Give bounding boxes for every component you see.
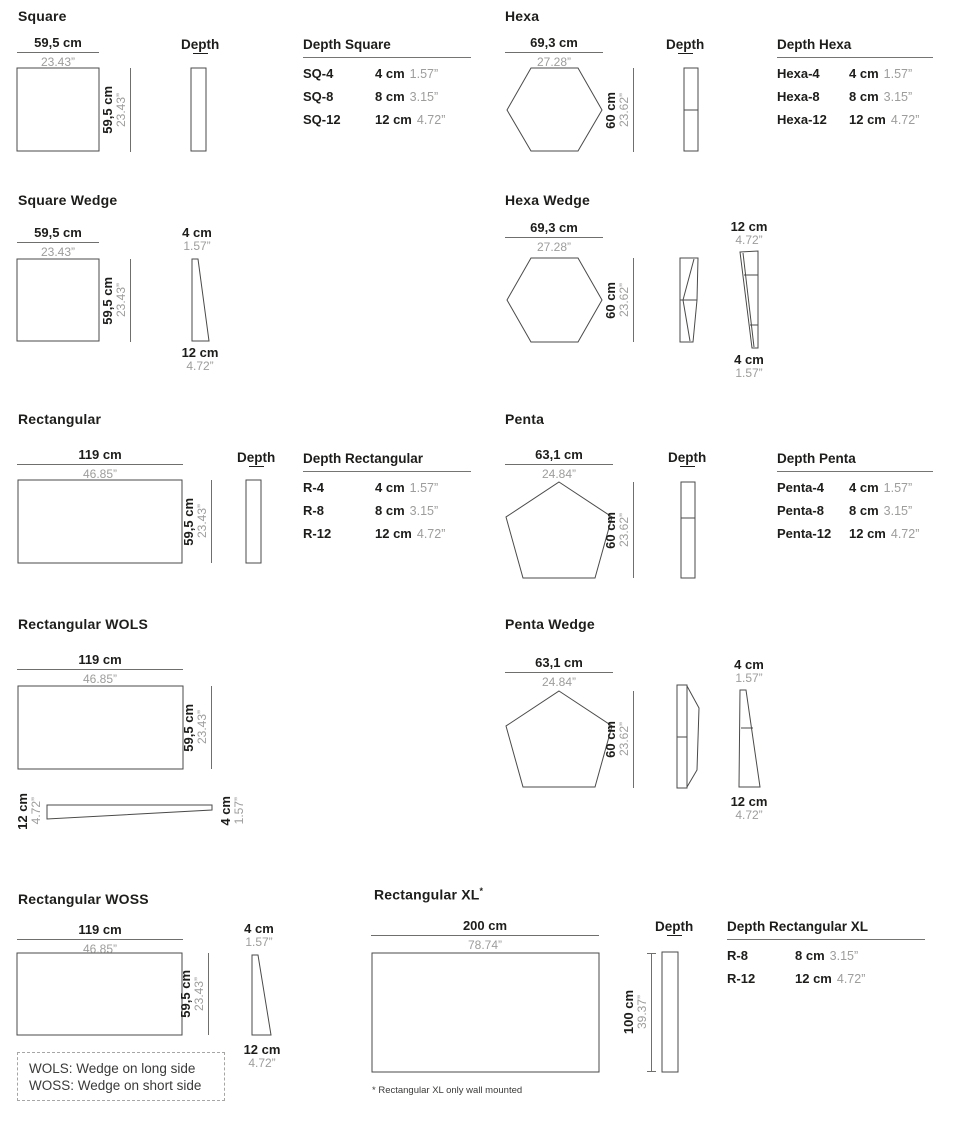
row-code: SQ-12 — [303, 112, 341, 127]
hexa-height-line — [633, 68, 634, 152]
hexa-wedge-top-in: 4.72” — [735, 233, 763, 247]
hexa-wedge-top-cm: 12 cm — [730, 219, 768, 234]
section-title-rectangular-woss — [18, 891, 149, 907]
square-depth-label-text: Depth — [181, 37, 220, 52]
penta-width-dim — [505, 448, 613, 480]
rectangular-wols-height-cm: 59,5 cm — [181, 703, 196, 752]
hexa-height-cm: 60 cm — [603, 91, 618, 129]
rectangular-woss-wedge-top-cm: 4 cm — [244, 921, 274, 936]
hexa-wedge-bottom-in: 1.57” — [735, 366, 763, 380]
rectangular-woss-height-line — [208, 953, 209, 1035]
square-wedge-height-in: 23.43” — [114, 283, 128, 318]
hexa-wedge-width-line — [505, 237, 603, 238]
penta-wedge-front-shape — [506, 691, 612, 787]
square-height-dim — [101, 68, 131, 152]
penta-height-dim — [604, 482, 634, 578]
table-row — [777, 503, 933, 518]
hexa-depth-label-text: Depth — [666, 37, 705, 52]
hexa-width-line — [505, 52, 603, 53]
row-cm: 4 cm — [375, 480, 405, 495]
section-title-rectangular — [18, 411, 101, 427]
row-cm: 4 cm — [375, 66, 405, 81]
row-in: 1.57” — [409, 481, 439, 495]
penta-title-text: Penta — [505, 411, 545, 427]
rectangular-wols-title-text: Rectangular WOLS — [18, 616, 148, 632]
rectangular-xl-depth-label-text: Depth — [655, 919, 694, 934]
row-cm: 4 cm — [849, 66, 879, 81]
penta-height-cm: 60 cm — [603, 511, 618, 549]
rectangular-woss-front-shape — [17, 953, 182, 1035]
rectangular-woss-width-line — [17, 939, 183, 940]
row-code: Penta-4 — [777, 480, 824, 495]
row-code: SQ-8 — [303, 89, 334, 104]
depth-rectangular-xl-table-title: Depth Rectangular XL — [727, 919, 925, 940]
row-cm: 12 cm — [375, 526, 412, 541]
square-width-dim — [17, 36, 99, 68]
hexa-wedge-title-text: Hexa Wedge — [505, 192, 590, 208]
penta-wedge-bottom-label — [722, 795, 776, 822]
table-row — [303, 480, 471, 495]
penta-depth-label — [668, 450, 706, 467]
rectangular-xl-footnote-marker: * — [479, 886, 484, 896]
hexa-wedge-top-label — [722, 220, 776, 247]
square-wedge-top-cm: 4 cm — [182, 225, 212, 240]
rectangular-xl-height-line — [651, 953, 652, 1072]
rectangular-height-dim — [182, 480, 212, 563]
rectangular-xl-height-in: 39.37” — [635, 995, 649, 1030]
section-title-rectangular-xl — [374, 886, 483, 903]
penta-wedge-width-in: 24.84” — [541, 675, 577, 689]
row-cm: 12 cm — [849, 112, 886, 127]
table-row — [777, 480, 933, 495]
rectangular-wols-width-line — [17, 669, 183, 670]
square-wedge-height-cm: 59,5 cm — [100, 276, 115, 325]
depth-square-table-title: Depth Square — [303, 37, 471, 58]
rectangular-xl-depth-shape — [662, 952, 678, 1072]
rectangular-woss-wedge-bottom-label — [235, 1043, 289, 1070]
rectangular-wols-height-in: 23.43” — [195, 710, 209, 745]
row-code: Hexa-12 — [777, 112, 827, 127]
hexa-title-text: Hexa — [505, 8, 540, 24]
depth-penta-table — [777, 451, 933, 541]
rectangular-width-dim — [17, 448, 183, 480]
square-wedge-top-label — [170, 226, 224, 253]
row-in: 4.72” — [890, 113, 920, 127]
row-in: 1.57” — [883, 67, 913, 81]
rectangular-woss-height-dim — [179, 953, 209, 1035]
rectangular-woss-title-text: Rectangular WOSS — [18, 891, 149, 907]
square-width-cm: 59,5 cm — [34, 35, 82, 50]
hexa-width-dim — [505, 36, 603, 68]
square-wedge-width-cm: 59,5 cm — [34, 225, 82, 240]
penta-width-line — [505, 464, 613, 465]
hexa-wedge-front-shape — [507, 258, 602, 342]
row-code: Penta-8 — [777, 503, 824, 518]
square-wedge-bottom-cm: 12 cm — [181, 345, 219, 360]
square-height-line — [130, 68, 131, 152]
square-wedge-top-in: 1.57” — [183, 239, 211, 253]
penta-depth-label-text: Depth — [668, 450, 707, 465]
penta-wedge-bottom-in: 4.72” — [735, 808, 763, 822]
penta-wedge-height-cm: 60 cm — [603, 721, 618, 758]
table-row — [777, 89, 933, 104]
table-row — [303, 89, 471, 104]
row-in: 1.57” — [883, 481, 913, 495]
hexa-height-dim — [604, 68, 634, 152]
penta-wedge-side1-facet — [687, 686, 699, 787]
rectangular-depth-label-text: Depth — [237, 450, 276, 465]
penta-wedge-side2-shape — [739, 690, 760, 787]
row-code: Penta-12 — [777, 526, 832, 541]
row-cm: 4 cm — [849, 480, 879, 495]
square-front-shape — [17, 68, 99, 151]
square-width-in: 23.43” — [40, 55, 76, 69]
row-cm: 12 cm — [795, 971, 832, 986]
section-title-hexa — [505, 8, 539, 24]
rectangular-xl-height-cm: 100 cm — [621, 990, 636, 1035]
row-in: 1.57” — [409, 67, 439, 81]
penta-width-in: 24.84” — [541, 467, 577, 481]
row-in: 3.15” — [883, 90, 913, 104]
rectangular-height-in: 23.43” — [195, 504, 209, 539]
rectangular-woss-height-in: 23.43” — [192, 976, 206, 1012]
square-depth-label — [181, 37, 219, 54]
rectangular-woss-width-dim — [17, 923, 183, 955]
hexa-wedge-height-dim — [604, 258, 634, 342]
rectangular-wols-wedge-right-in: 1.57” — [232, 797, 246, 825]
table-row — [727, 971, 925, 986]
penta-front-shape — [506, 482, 612, 578]
rectangular-wols-wedge-shape — [47, 805, 212, 819]
row-code: R-12 — [727, 971, 756, 986]
note-line-wols: WOLS: Wedge on long side — [29, 1061, 196, 1076]
row-in: 4.72” — [416, 527, 446, 541]
hexa-wedge-bottom-cm: 4 cm — [734, 352, 764, 367]
rectangular-wols-wedge-right-cm: 4 cm — [218, 796, 233, 826]
hexa-wedge-side2-crease — [743, 253, 754, 347]
section-title-penta-wedge — [505, 616, 595, 632]
rectangular-xl-width-line — [371, 935, 599, 936]
row-in: 4.72” — [890, 527, 920, 541]
square-wedge-front-shape — [17, 259, 99, 341]
rectangular-xl-depth-label — [655, 919, 693, 936]
square-wedge-width-line — [17, 242, 99, 243]
depth-rectangular-table-title: Depth Rectangular — [303, 451, 471, 472]
row-cm: 12 cm — [375, 112, 412, 127]
rectangular-height-cm: 59,5 cm — [181, 497, 196, 546]
row-code: R-8 — [727, 948, 748, 963]
row-cm: 8 cm — [849, 503, 879, 518]
depth-penta-table-title: Depth Penta — [777, 451, 933, 472]
row-in: 3.15” — [409, 504, 439, 518]
table-row — [777, 66, 933, 81]
square-wedge-width-dim — [17, 226, 99, 258]
penta-width-cm: 63,1 cm — [535, 447, 583, 462]
rectangular-woss-wedge-bottom-cm: 12 cm — [243, 1042, 281, 1057]
row-cm: 12 cm — [849, 526, 886, 541]
rectangular-wols-height-dim — [182, 686, 212, 769]
penta-wedge-height-in: 23.62” — [617, 722, 631, 757]
table-row — [303, 66, 471, 81]
rectangular-front-shape — [18, 480, 182, 563]
penta-depth-shape — [681, 482, 695, 578]
rectangular-woss-wedge-top-label — [232, 922, 286, 949]
hexa-wedge-width-dim — [505, 221, 603, 253]
penta-wedge-bottom-cm: 12 cm — [730, 794, 768, 809]
rectangular-wols-height-line — [211, 686, 212, 769]
hexa-wedge-height-line — [633, 258, 634, 342]
penta-wedge-width-dim — [505, 656, 613, 688]
rectangular-xl-width-cm: 200 cm — [462, 918, 508, 933]
rectangular-wols-width-in: 46.85” — [82, 672, 118, 686]
square-wedge-title-text: Square Wedge — [18, 192, 118, 208]
row-in: 4.72” — [836, 972, 866, 986]
rectangular-xl-title-text: Rectangular XL — [374, 886, 480, 903]
rectangular-xl-width-dim — [371, 919, 599, 951]
hexa-wedge-width-cm: 69,3 cm — [530, 220, 578, 235]
depth-square-table — [303, 37, 471, 127]
rectangular-height-line — [211, 480, 212, 563]
rectangular-wols-wedge-left-label — [16, 782, 42, 840]
hexa-wedge-height-in: 23.62” — [617, 282, 631, 318]
rectangular-xl-height-dim — [622, 953, 652, 1072]
hexa-wedge-width-in: 27.28” — [536, 240, 572, 254]
rectangular-width-cm: 119 cm — [78, 447, 122, 462]
depth-hexa-table-title: Depth Hexa — [777, 37, 933, 58]
penta-height-line — [633, 482, 634, 578]
rectangular-depth-label — [237, 450, 275, 467]
penta-wedge-title-text: Penta Wedge — [505, 616, 595, 632]
rectangular-wols-wedge-left-cm: 12 cm — [15, 792, 30, 830]
square-wedge-height-dim — [101, 259, 131, 342]
rectangular-depth-shape — [246, 480, 261, 563]
row-cm: 8 cm — [375, 89, 405, 104]
rectangular-width-in: 46.85” — [82, 467, 118, 481]
row-in: 3.15” — [883, 504, 913, 518]
table-row — [303, 112, 471, 127]
row-code: R-12 — [303, 526, 332, 541]
penta-wedge-height-line — [633, 691, 634, 788]
square-height-cm: 59,5 cm — [100, 86, 115, 134]
table-row — [777, 112, 933, 127]
rectangular-wols-front-shape — [18, 686, 183, 769]
table-row — [777, 526, 933, 541]
rectangular-woss-wedge-shape — [252, 955, 271, 1035]
section-title-hexa-wedge — [505, 192, 590, 208]
rectangular-xl-footnote: * Rectangular XL only wall mounted — [372, 1085, 523, 1096]
row-cm: 8 cm — [795, 948, 825, 963]
square-width-line — [17, 52, 99, 53]
penta-wedge-top-label — [722, 658, 776, 685]
hexa-wedge-height-cm: 60 cm — [603, 281, 618, 319]
depth-hexa-table — [777, 37, 933, 127]
hexa-depth-label — [666, 37, 704, 54]
note-line-woss: WOSS: Wedge on short side — [29, 1078, 202, 1093]
row-cm: 8 cm — [849, 89, 879, 104]
rectangular-wols-width-cm: 119 cm — [78, 652, 122, 667]
section-title-square — [18, 8, 67, 24]
square-wedge-width-in: 23.43” — [40, 245, 76, 259]
rectangular-woss-width-cm: 119 cm — [78, 922, 122, 937]
section-title-penta — [505, 411, 544, 427]
penta-wedge-width-cm: 63,1 cm — [535, 655, 583, 670]
rectangular-title-text: Rectangular — [18, 411, 102, 427]
table-row — [727, 948, 925, 963]
penta-wedge-top-in: 1.57” — [735, 671, 763, 685]
rectangular-woss-wedge-bottom-in: 4.72” — [248, 1056, 276, 1070]
section-title-square-wedge — [18, 192, 117, 208]
penta-height-in: 23.62” — [617, 512, 631, 548]
rectangular-woss-height-cm: 59,5 cm — [178, 970, 193, 1018]
row-code: Hexa-4 — [777, 66, 820, 81]
rectangular-wols-width-dim — [17, 653, 183, 685]
hexa-width-cm: 69,3 cm — [530, 35, 578, 50]
rectangular-woss-width-in: 46.85” — [82, 942, 118, 956]
row-in: 3.15” — [829, 949, 859, 963]
depth-rectangular-table — [303, 451, 471, 541]
square-wedge-bottom-label — [173, 346, 227, 373]
rectangular-woss-wedge-top-in: 1.57” — [245, 935, 273, 949]
hexa-wedge-side2-shape — [740, 251, 758, 348]
row-cm: 8 cm — [375, 503, 405, 518]
square-wedge-side-shape — [192, 259, 209, 341]
hexa-height-in: 23.62” — [617, 92, 631, 128]
square-wedge-bottom-in: 4.72” — [186, 359, 214, 373]
row-code: SQ-4 — [303, 66, 334, 81]
square-height-in: 23.43” — [114, 92, 128, 128]
depth-rectangular-xl-table — [727, 919, 925, 986]
square-wedge-height-line — [130, 259, 131, 342]
penta-wedge-top-cm: 4 cm — [734, 657, 764, 672]
table-row — [303, 526, 471, 541]
rectangular-xl-front-shape — [372, 953, 599, 1072]
row-in: 4.72” — [416, 113, 446, 127]
row-code: R-4 — [303, 480, 324, 495]
square-title-text: Square — [18, 8, 67, 24]
row-code: R-8 — [303, 503, 324, 518]
square-depth-shape — [191, 68, 206, 151]
rectangular-wols-wedge-right-label — [219, 782, 245, 840]
hexa-wedge-bottom-label — [722, 353, 776, 380]
penta-wedge-height-dim — [604, 691, 634, 788]
hexa-width-in: 27.28” — [536, 55, 572, 69]
section-title-rectangular-wols — [18, 616, 148, 632]
rectangular-xl-width-in: 78.74” — [467, 938, 503, 952]
hexa-front-shape — [507, 68, 602, 151]
row-in: 3.15” — [409, 90, 439, 104]
penta-wedge-width-line — [505, 672, 613, 673]
row-code: Hexa-8 — [777, 89, 820, 104]
wedge-note-box — [17, 1052, 225, 1101]
rectangular-wols-wedge-left-in: 4.72” — [29, 797, 43, 825]
table-row — [303, 503, 471, 518]
rectangular-width-line — [17, 464, 183, 465]
